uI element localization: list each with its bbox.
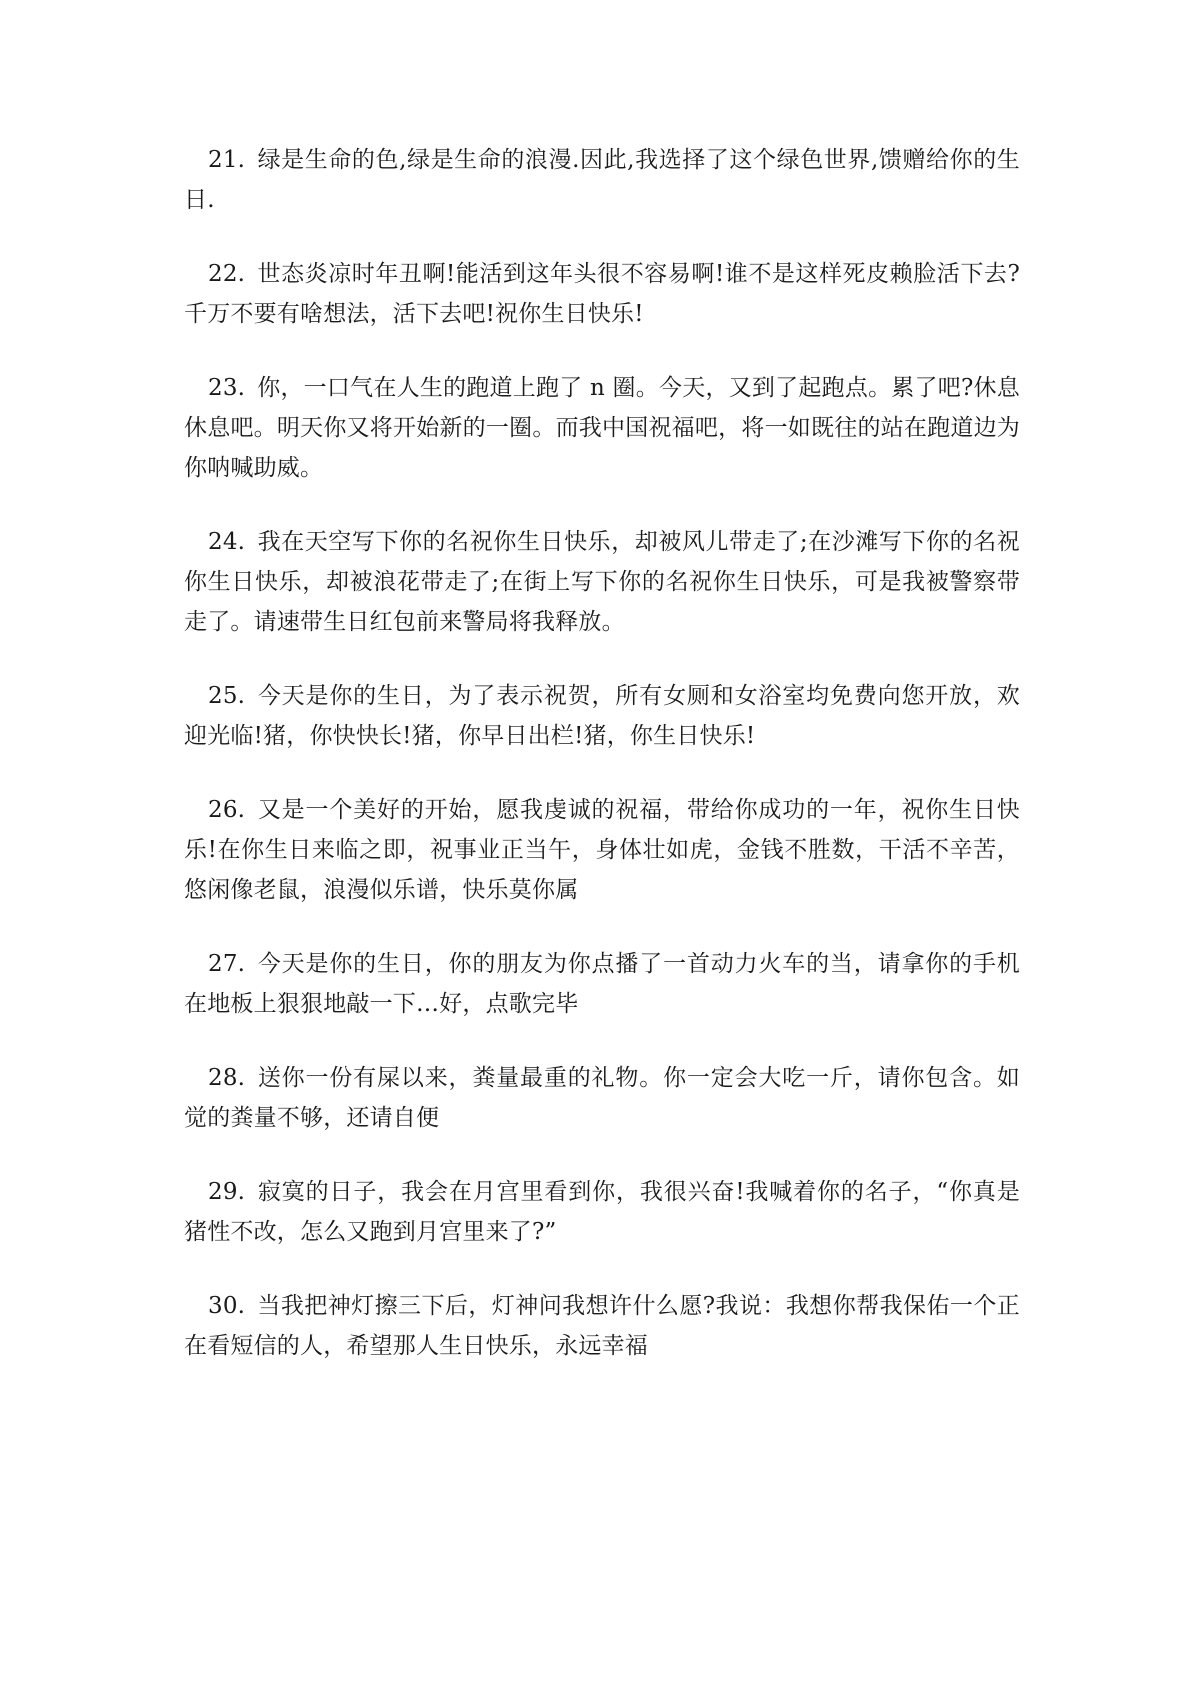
list-item [184, 254, 1020, 334]
item-text: 当我把神灯擦三下后，灯神问我想许什么愿?我说：我想你帮我保佑一个正在看短信的人，希望那人生日快乐，永远幸福 [184, 1293, 1020, 1359]
item-text: 寂寞的日子，我会在月宫里看到你，我很兴奋!我喊着你的名子，“你真是猪性不改，怎么又跑到月宫里来了?” [184, 1179, 1020, 1245]
item-text: 你，一口气在人生的跑道上跑了 n 圈。今天，又到了起跑点。累了吧?休息休息吧。明天你又将开始新的一圈。而我中国祝福吧，将一如既往的站在跑道边为你呐喊助威。 [184, 375, 1020, 481]
item-number: 22. [208, 261, 246, 287]
item-number: 21. [208, 147, 246, 173]
list-item [184, 676, 1020, 756]
item-number: 23. [208, 375, 246, 401]
list-item [184, 368, 1020, 488]
item-text: 今天是你的生日，为了表示祝贺，所有女厕和女浴室均免费向您开放，欢迎光临!猪，你快快长!猪，你早日出栏!猪，你生日快乐! [184, 683, 1020, 749]
list-item [184, 522, 1020, 642]
item-text: 又是一个美好的开始，愿我虔诚的祝福，带给你成功的一年，祝你生日快乐!在你生日来临之即，祝事业正当午，身体壮如虎，金钱不胜数，干活不辛苦，悠闲像老鼠，浪漫似乐谱，快乐莫你属 [184, 797, 1020, 903]
item-text: 世态炎凉时年丑啊!能活到这年头很不容易啊!谁不是这样死皮赖脸活下去?千万不要有啥想法，活下去吧!祝你生日快乐! [184, 261, 1020, 327]
item-number: 25. [208, 683, 246, 709]
item-number: 28. [208, 1065, 246, 1091]
item-number: 29. [208, 1179, 246, 1205]
item-text: 送你一份有屎以来，粪量最重的礼物。你一定会大吃一斤，请你包含。如觉的粪量不够，还请自便 [184, 1065, 1020, 1131]
item-number: 27. [208, 951, 246, 977]
list-item [184, 1058, 1020, 1138]
list-item [184, 1286, 1020, 1366]
item-number: 30. [208, 1293, 246, 1319]
item-text: 今天是你的生日，你的朋友为你点播了一首动力火车的当，请拿你的手机在地板上狠狠地敲一下…好，点歌完毕 [184, 951, 1020, 1017]
item-text: 我在天空写下你的名祝你生日快乐，却被风儿带走了;在沙滩写下你的名祝你生日快乐，却被浪花带走了;在街上写下你的名祝你生日快乐，可是我被警察带走了。请速带生日红包前来警局将我释放。 [184, 529, 1020, 635]
list-item [184, 140, 1020, 220]
item-text: 绿是生命的色,绿是生命的浪漫.因此,我选择了这个绿色世界,馈赠给你的生日. [184, 147, 1020, 213]
list-item [184, 944, 1020, 1024]
list-item [184, 1172, 1020, 1252]
item-number: 26. [208, 797, 246, 823]
list-item [184, 790, 1020, 910]
item-number: 24. [208, 529, 246, 555]
document-body [184, 140, 1020, 1400]
